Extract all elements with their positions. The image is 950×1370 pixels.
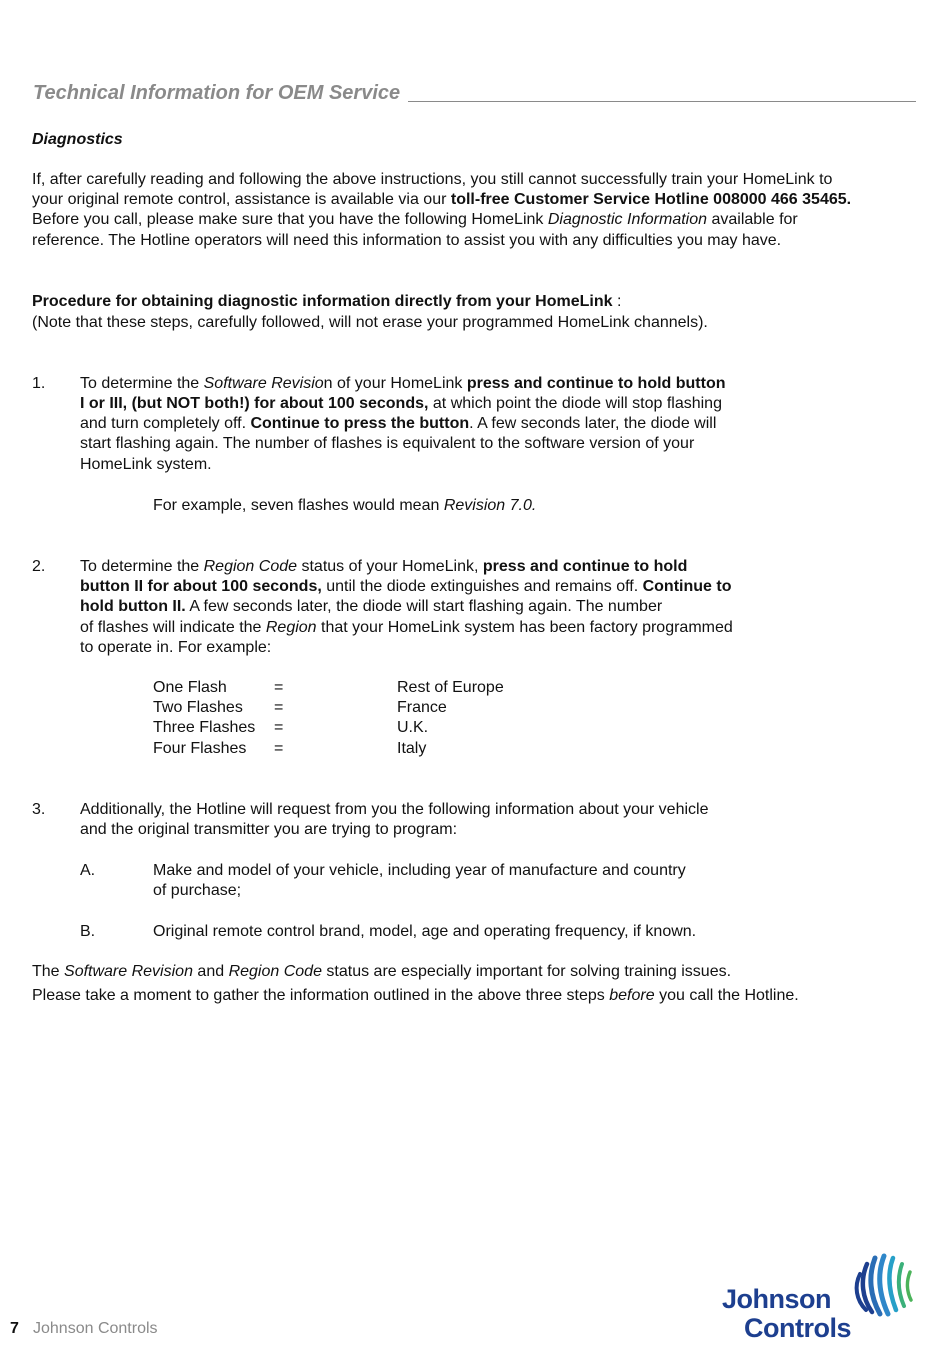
step-2-line-2: button II for about 100 seconds, until the diode extinguishes and remains off. Continue to — [80, 578, 732, 595]
step-2-line-5: to operate in. For example: — [80, 639, 272, 656]
section-title: Diagnostics — [32, 131, 123, 148]
step-2-line-4: of flashes will indicate the Region that your HomeLink system has been factory programmed — [80, 619, 733, 636]
intro-line-4: reference. The Hotline operators will need this information to assist you with any difficulties you may have. — [32, 232, 782, 249]
intro-line-2: your original remote control, assistance is available via our toll-free Customer Service Hotline 008000 466 35465. — [32, 191, 852, 208]
logo-word-johnson: Johnson — [722, 1284, 831, 1314]
header-rule — [408, 101, 916, 102]
flash-count: One Flash — [153, 679, 227, 696]
procedure-title: Procedure for obtaining diagnostic information directly from your HomeLink : — [32, 293, 622, 310]
step-3-a-line-1: Make and model of your vehicle, including year of manufacture and country — [153, 862, 686, 879]
step-3-a-label: A. — [80, 862, 96, 879]
equals-sign: = — [274, 699, 284, 716]
procedure-note: (Note that these steps, carefully followed, will not erase your programmed HomeLink channels). — [32, 314, 708, 331]
region-name: Rest of Europe — [397, 679, 504, 696]
intro-line-1: If, after carefully reading and following the above instructions, you still cannot successfully train your HomeLink to — [32, 171, 833, 188]
flash-count: Two Flashes — [153, 699, 243, 716]
step-2-number: 2. — [32, 558, 46, 575]
step-3-b-label: B. — [80, 923, 96, 940]
step-1-example: For example, seven flashes would mean Revision 7.0. — [153, 497, 537, 514]
step-3-a-line-2: of purchase; — [153, 882, 242, 899]
flash-count: Three Flashes — [153, 719, 256, 736]
step-1-line-4: start flashing again. The number of flashes is equivalent to the software version of your — [80, 435, 695, 452]
region-name: U.K. — [397, 719, 429, 736]
logo-swoosh-icon — [852, 1252, 918, 1318]
closing-line-2: Please take a moment to gather the information outlined in the above three steps before you call the Hotline. — [32, 987, 799, 1004]
step-2-line-1: To determine the Region Code status of your HomeLink, press and continue to hold — [80, 558, 688, 575]
equals-sign: = — [274, 719, 284, 736]
page-header-title: Technical Information for OEM Service — [33, 82, 401, 104]
region-name: France — [397, 699, 447, 716]
region-name: Italy — [397, 740, 427, 757]
equals-sign: = — [274, 740, 284, 757]
step-1-line-3: and turn completely off. Continue to press the button. A few seconds later, the diode will — [80, 415, 717, 432]
equals-sign: = — [274, 679, 284, 696]
intro-line-3: Before you call, please make sure that you have the following HomeLink Diagnostic Information available for — [32, 211, 798, 228]
step-3-number: 3. — [32, 801, 46, 818]
step-3-line-1: Additionally, the Hotline will request from you the following information about your vehicle — [80, 801, 709, 818]
step-1-line-5: HomeLink system. — [80, 456, 212, 473]
step-3-line-2: and the original transmitter you are trying to program: — [80, 821, 458, 838]
step-2-line-3: hold button II. A few seconds later, the diode will start flashing again. The number — [80, 598, 663, 615]
closing-line-1: The Software Revision and Region Code status are especially important for solving training issues. — [32, 963, 732, 980]
page-number: 7 — [10, 1320, 19, 1337]
step-1-line-1: To determine the Software Revision of your HomeLink press and continue to hold button — [80, 375, 726, 392]
logo-word-controls: Controls — [744, 1313, 851, 1343]
step-1-number: 1. — [32, 375, 46, 392]
step-3-b-line-1: Original remote control brand, model, age and operating frequency, if known. — [153, 923, 697, 940]
flash-count: Four Flashes — [153, 740, 247, 757]
step-1-line-2: I or III, (but NOT both!) for about 100 seconds, at which point the diode will stop flashing — [80, 395, 722, 412]
footer-company-name: Johnson Controls — [33, 1320, 158, 1337]
